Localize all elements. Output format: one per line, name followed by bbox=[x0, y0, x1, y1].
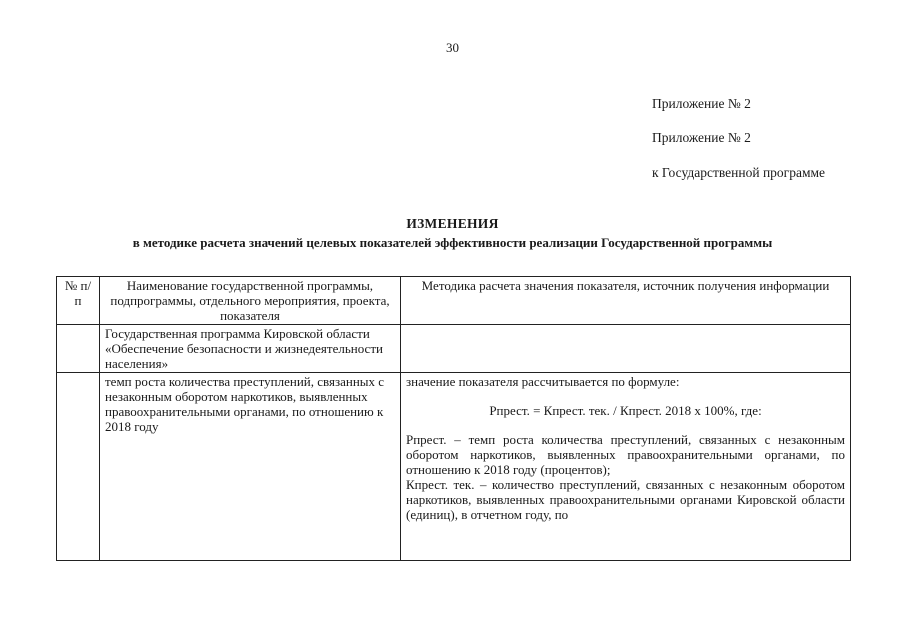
appendix-line-3: к Государственной программе bbox=[652, 165, 826, 180]
appendix-line-2: Приложение № 2 bbox=[652, 130, 751, 145]
row-method bbox=[401, 325, 851, 373]
row-num bbox=[57, 325, 100, 373]
method-formula: Рпрест. = Кпрест. тек. / Кпрест. 2018 x 100%, где: bbox=[489, 403, 762, 418]
document-subtitle: в методике расчета значений целевых показателей эффективности реализации Государственной программы bbox=[132, 235, 773, 250]
appendix-line-1: Приложение № 2 bbox=[652, 96, 751, 111]
page-number: 30 bbox=[446, 40, 459, 55]
row-name: темп роста количества преступлений, связанных с незаконным оборотом наркотиков, выявленных правоохранительными органами, по отношению к 2018 году bbox=[100, 373, 401, 561]
document-title: ИЗМЕНЕНИЯ bbox=[406, 216, 499, 231]
table-row bbox=[57, 373, 851, 561]
method-definition-1: Рпрест. – темп роста количества преступлений, связанных с незаконным оборотом наркотиков, выявленных правоохранительными органами, по отношению к 2018 году (процентов); bbox=[406, 432, 845, 477]
method-intro: значение показателя рассчитывается по формуле: bbox=[406, 374, 680, 389]
row-name: Государственная программа Кировской области «Обеспечение безопасности и жизнедеятельности населения» bbox=[100, 325, 401, 373]
header-num: № п/п bbox=[57, 277, 100, 325]
row-num bbox=[57, 373, 100, 561]
table-header-row bbox=[57, 277, 851, 325]
table-row bbox=[57, 325, 851, 373]
row-method bbox=[401, 373, 851, 561]
header-method: Методика расчета значения показателя, источник получения информации bbox=[401, 277, 851, 325]
header-name: Наименование государственной программы, подпрограммы, отдельного мероприятия, проекта, показателя bbox=[100, 277, 401, 325]
method-definition-2: Кпрест. тек. – количество преступлений, связанных с незаконным оборотом наркотиков, выявленных правоохранительными органами Кировской области (единиц), в отчетном году, по bbox=[406, 477, 845, 522]
methodology-table bbox=[56, 276, 851, 561]
